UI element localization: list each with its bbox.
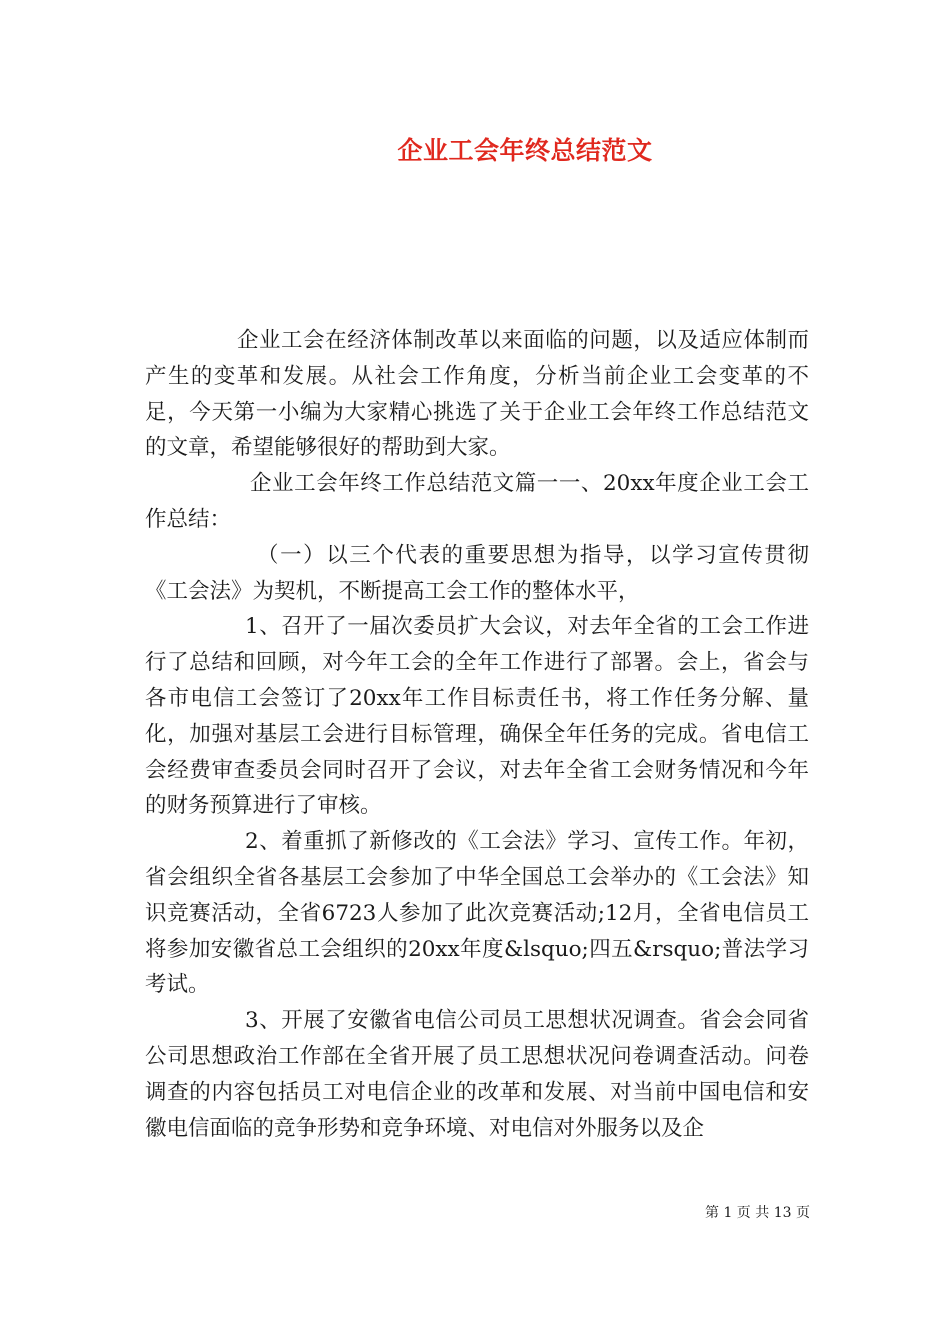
document-title: 企业工会年终总结范文 (397, 136, 653, 165)
intro-paragraph: 企业工会在经济体制改革以来面临的问题，以及适应体制而产生的变革和发展。从社会工作角度，分析当前企业工会变革的不足，今天第一小编为大家精心挑选了关于企业工会年终工作总结范文的文章，希望能够很好的帮助到大家。 (145, 328, 809, 461)
item-2-paragraph: 2、着重抓了新修改的《工会法》学习、宣传工作。年初，省会组织全省各基层工会参加了中华全国总工会举办的《工会法》知识竞赛活动，全省6723人参加了此次竞赛活动;12月，全省电信员工将参加安徽省总工会组织的20xx年度&lsquo;四五&rsquo;普法学习考试。 (145, 829, 809, 998)
section-heading-paragraph: 企业工会年终工作总结范文篇一一、20xx年度企业工会工作总结： (145, 471, 809, 532)
document-body (145, 323, 809, 1146)
item-1-paragraph: 1、召开了一届次委员扩大会议，对去年全省的工会工作进行了总结和回顾，对今年工会的全年工作进行了部署。会上，省会与各市电信工会签订了20xx年工作目标责任书，将工作任务分解、量化，加强对基层工会进行目标管理，确保全年任务的完成。省电信工会经费审查委员会同时召开了会议，对去年全省工会财务情况和今年的财务预算进行了审核。 (145, 614, 809, 819)
subsection-heading-paragraph: （一）以三个代表的重要思想为指导，以学习宣传贯彻《工会法》为契机，不断提高工会工作的整体水平， (145, 542, 809, 604)
page-number-footer: 第 1 页 共 13 页 (705, 1205, 810, 1221)
item-3-paragraph: 3、开展了安徽省电信公司员工思想状况调查。省会会同省公司思想政治工作部在全省开展了员工思想状况问卷调查活动。问卷调查的内容包括员工对电信企业的改革和发展、对当前中国电信和安徽电信面临的竞争形势和竞争环境、对电信对外服务以及企 (145, 1008, 809, 1141)
